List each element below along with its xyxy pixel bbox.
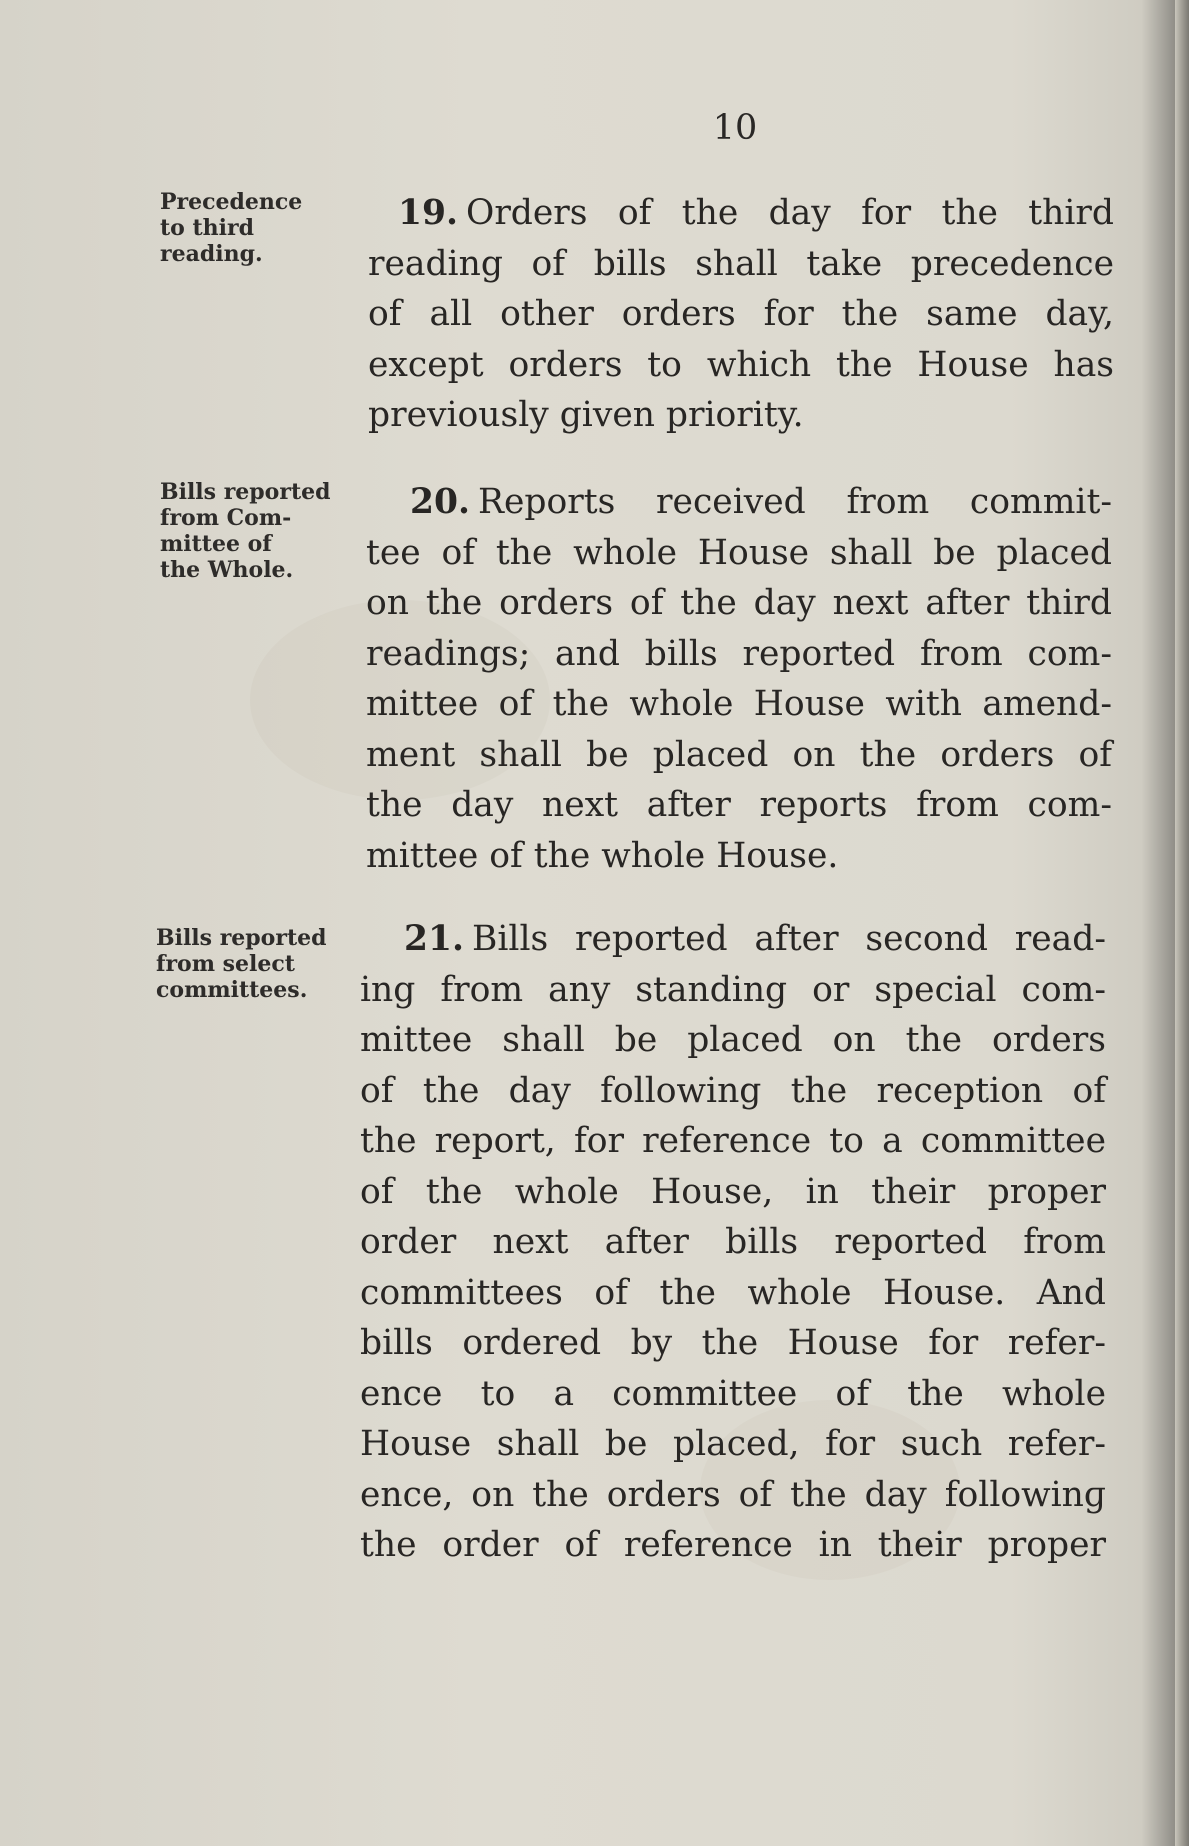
rule-number-20: 20.	[410, 482, 471, 522]
rule-20-line-4: readings; and bills reported from com-	[366, 633, 1112, 674]
page-number: 10	[712, 108, 758, 148]
rule-19-line-5: previously given priority.	[368, 395, 804, 435]
rule-19-line-4: except orders to which the House has	[368, 344, 1114, 385]
rule-20-line-3: on the orders of the day next after third	[366, 583, 1112, 623]
rule-21-line-11: House shall be placed, for such refer-	[360, 1424, 1106, 1464]
rule-21-line-5: the report, for reference to a committee	[360, 1121, 1106, 1161]
rule-20-line-8: mittee of the whole House.	[366, 835, 839, 876]
rule-21-text	[360, 914, 1106, 1571]
rule-21-line-8: committees of the whole House. And	[360, 1272, 1106, 1313]
rule-19-line-2: reading of bills shall take precedence	[368, 243, 1114, 284]
rule-20-line-2: tee of the whole House shall be placed	[366, 532, 1112, 573]
rule-21-line-12: ence, on the orders of the day followinɡ	[360, 1474, 1106, 1515]
margin-note-bills-reported-whole: Bills reported from Com- mittee of the Whole.	[160, 479, 331, 583]
rule-20-text	[366, 477, 1112, 881]
rule-20-line-7: the day next after reports from com-	[366, 785, 1112, 825]
rule-21-line-9: bills ordered by the House for refer-	[360, 1323, 1106, 1363]
page-edge-shadow	[1175, 0, 1189, 1846]
rule-21-line-1: 21. Bills reported after second read-	[404, 919, 1106, 959]
rule-19-line-3: of all other orders for the same day,	[368, 294, 1114, 334]
rule-21-line-7: order next after bills reported from	[360, 1222, 1106, 1262]
rule-19-text	[368, 188, 1114, 441]
rule-21-line-2: ing from any standing or special com-	[360, 969, 1106, 1010]
rule-21-line-6: of the whole House, in their proper	[360, 1171, 1106, 1212]
rule-number-21: 21.	[404, 919, 465, 959]
rule-21-line-10: ence to a committee of the whole	[360, 1373, 1106, 1414]
rule-21-line-3: mittee shall be placed on the orders	[360, 1020, 1106, 1060]
rule-number-19: 19.	[398, 193, 459, 233]
margin-note-precedence: Precedence to third reading.	[160, 189, 303, 267]
margin-note-bills-reported-select: Bills reported from select committees.	[156, 925, 327, 1003]
rule-21-line-4: of the day following the reception of	[360, 1070, 1106, 1111]
rule-21-line-13: the order of reference in their proper	[360, 1525, 1106, 1565]
rule-20-line-5: mittee of the whole House with amend-	[366, 684, 1112, 724]
rule-19-line-1: 19. Orders of the day for the third	[398, 193, 1114, 233]
rule-20-line-6: ment shall be placed on the orders of	[366, 734, 1112, 775]
rule-20-line-1: 20. Reports received from commit-	[410, 482, 1112, 522]
